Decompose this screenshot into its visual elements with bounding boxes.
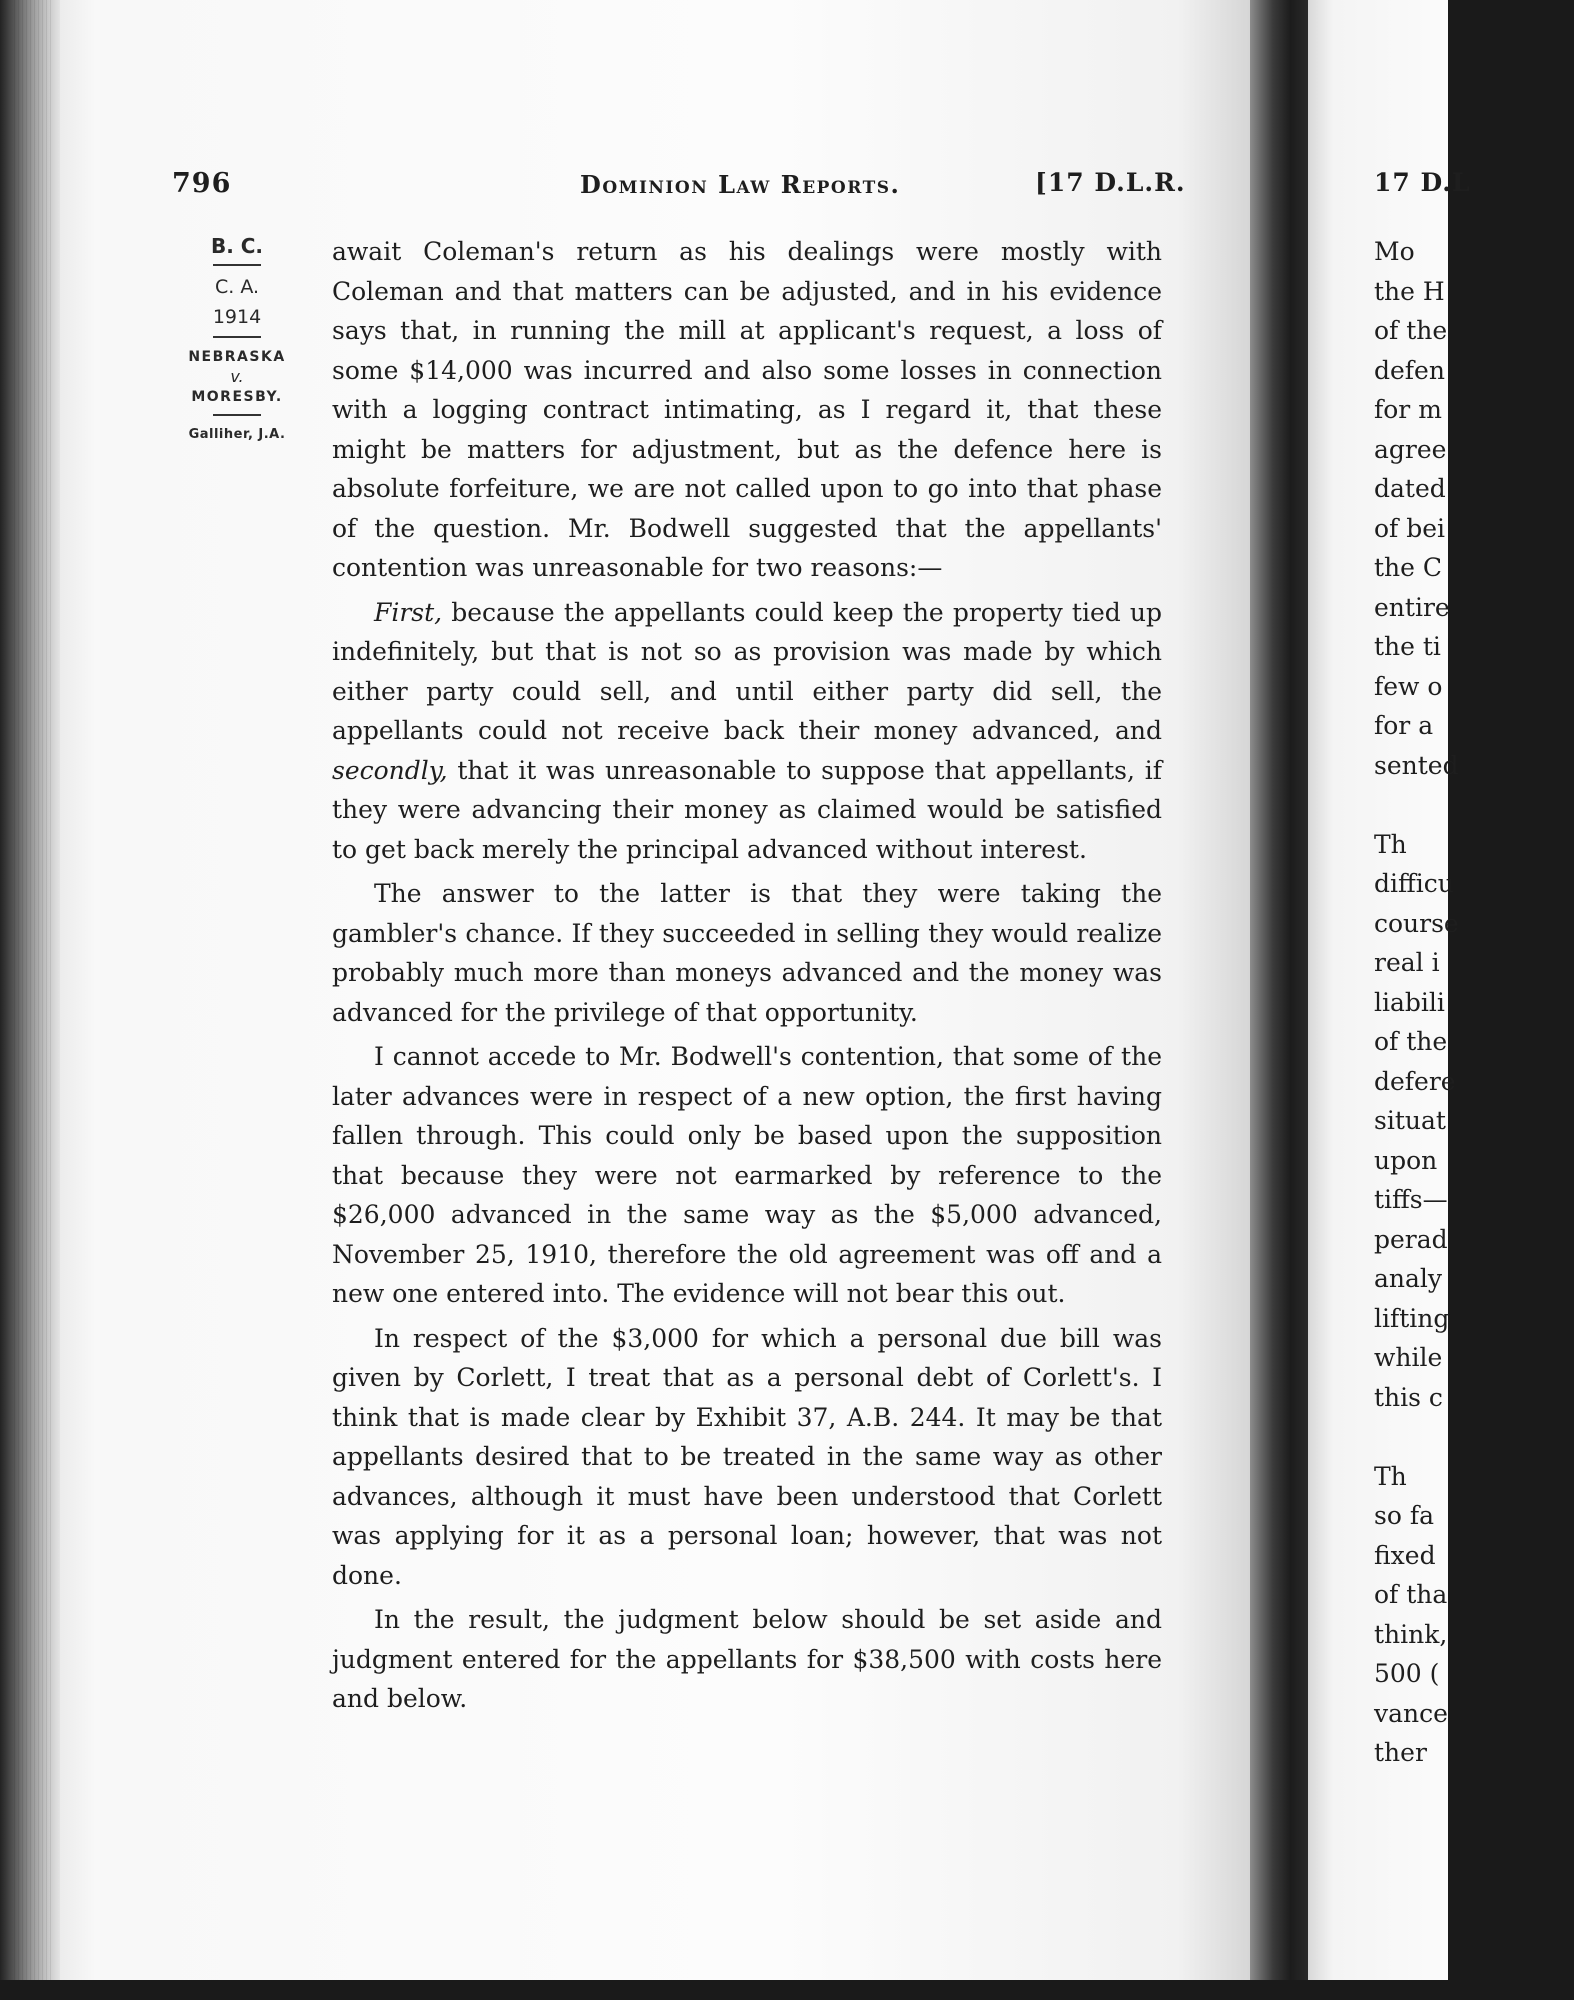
right-page-line: think, — [1374, 1619, 1448, 1649]
right-page-line: Mo — [1374, 237, 1415, 266]
right-page-line: situat — [1374, 1106, 1446, 1135]
paragraph: await Coleman's return as his dealings were mostly with Coleman and that matters can be adjusted, and in his evidence says that, in running the mill at applicant's request, a loss of some $14,000 was incurred and also some losses in connection with a logging contract intimating, as I regard it, that these might be matters for adjustment, but as the defence here is absolute forfeiture, we are not called upon to go into that phase of the question. Mr. Bodwell suggested that the appellants' contention was unreasonable for two reasons:— — [332, 237, 1162, 582]
book-gutter — [1250, 0, 1308, 2000]
right-page-line: upon — [1374, 1145, 1438, 1175]
paragraph: The answer to the latter is that they were taking the gambler's chance. If they succeeded in selling they would realize probably much more than moneys advanced and the money was advanced for the privilege of that opportunity. — [332, 879, 1162, 1027]
right-page-line: lifting — [1374, 1303, 1450, 1333]
right-page-line: Th — [1374, 829, 1407, 859]
right-page-header: 17 D.L — [1374, 168, 1471, 197]
margin-divider — [213, 414, 261, 416]
page-stack — [14, 0, 54, 2000]
bottom-border — [0, 1980, 1448, 2000]
right-page-text — [1374, 232, 1574, 1773]
right-page-line: few o — [1374, 671, 1443, 701]
paragraph: In respect of the $3,000 for which a personal due bill was given by Corlett, I treat that as a personal debt of Corlett's. I think that is made clear by Exhibit 37, A.B. 244. It may be that appellants desired that to be treated in the same way as other advances, although it must have been understood that Corlett was applying for it as a personal loan; however, that was not done. — [332, 1323, 1162, 1590]
judge-label: Galliher, J.A. — [188, 427, 286, 442]
right-page-line: course — [1374, 908, 1459, 938]
page-number: 796 — [172, 168, 232, 199]
emphasis-secondly: secondly, — [332, 755, 448, 785]
right-page — [1308, 0, 1471, 2000]
margin-divider — [213, 336, 261, 338]
right-page-line: sented — [1374, 750, 1459, 780]
paragraph-text: that it was unreasonable to suppose that appellants, if they were advancing their money as claimed would be satisfied to get back merely the principal advanced without interest. — [332, 755, 1162, 864]
right-page-line: real i — [1374, 948, 1440, 977]
margin-divider — [213, 264, 261, 266]
right-page-line: while — [1374, 1343, 1443, 1372]
right-page-line: defen — [1374, 355, 1445, 385]
right-page-line: the ti — [1374, 632, 1441, 661]
right-page-line: so fa — [1374, 1501, 1434, 1530]
right-page-line: the C — [1374, 553, 1443, 582]
right-page-line: for m — [1374, 395, 1442, 424]
party-one: NEBRASKA — [188, 349, 286, 365]
right-page-line: of the — [1374, 1027, 1448, 1056]
paragraph: In the result, the judgment below should be set aside and judgment entered for the appellants for $38,500 with costs here and below. — [332, 1605, 1162, 1713]
emphasis-first: First, — [374, 597, 443, 627]
court-label: B. C. — [210, 234, 264, 258]
book-left-edge — [0, 0, 60, 2000]
paragraph-text: because the appellants could keep the property tied up indefinitely, but that is not so as provision was made by which either party could sell, and until either party did sell, the appellants could not receive back their money advanced, and — [332, 597, 1162, 745]
court-division: C. A. — [214, 276, 260, 298]
body-text — [332, 232, 1162, 1724]
right-page-line: of tha — [1374, 1580, 1448, 1609]
right-page-line: tiffs— — [1374, 1185, 1448, 1214]
right-page-line: analy — [1374, 1264, 1443, 1293]
party-two: MORESBY. — [191, 389, 283, 405]
right-page-line: of bei — [1374, 513, 1446, 543]
year-label: 1914 — [212, 306, 262, 328]
margin-notes — [172, 232, 302, 448]
right-page-line: of the — [1374, 316, 1448, 345]
right-page-line: perad — [1374, 1224, 1448, 1254]
right-page-line: this c — [1374, 1382, 1443, 1412]
volume-reference: [17 D.L.R. — [1035, 168, 1186, 197]
right-page-line: Th — [1374, 1461, 1407, 1491]
right-page-line: liabili — [1374, 987, 1445, 1017]
right-page-line: difficu — [1374, 869, 1454, 898]
right-page-line: for a — [1374, 711, 1434, 740]
right-page-line: 500 ( — [1374, 1659, 1440, 1688]
right-page-line: fixed — [1374, 1540, 1436, 1570]
right-page-line — [1374, 785, 1574, 825]
right-page-line: vance — [1374, 1698, 1448, 1728]
right-page-line: defere — [1374, 1066, 1456, 1096]
right-page-line: agree — [1374, 434, 1447, 464]
right-page-line: ther — [1374, 1738, 1427, 1767]
paragraph: I cannot accede to Mr. Bodwell's contention, that some of the later advances were in respect of a new option, the first having fallen through. This could only be based upon the supposition that because they were not earmarked by reference to the $26,000 advanced in the same way as the $5,000 advanced, November 25, 1910, therefore the old agreement was off and a new one entered into. The evidence will not bear this out. — [332, 1042, 1162, 1308]
versus-label: v. — [230, 367, 244, 386]
right-page-line — [1374, 1417, 1574, 1457]
running-head: Dominion Law Reports. — [580, 170, 901, 199]
right-page-line: entire — [1374, 592, 1450, 622]
paragraph — [332, 593, 1162, 870]
right-page-line: dated — [1374, 474, 1446, 503]
right-page-line: the H — [1374, 276, 1445, 306]
